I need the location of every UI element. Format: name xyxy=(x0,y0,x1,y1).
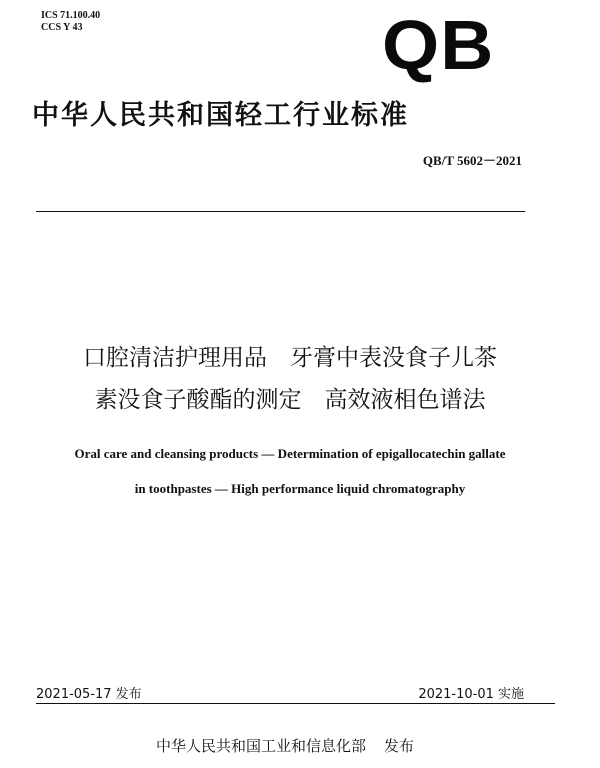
english-title-line-2: in toothpastes — High performance liquid chromatography xyxy=(134,481,466,496)
english-title-line-1: Oral care and cleansing products — Determination of epigallocatechin gallate xyxy=(74,446,506,461)
qb-logo: QB xyxy=(382,6,495,84)
classification-codes xyxy=(41,10,100,34)
implementation-date: 2021-10-01 实施 xyxy=(418,687,524,702)
issue-date: 2021-05-17 发布 xyxy=(36,687,142,702)
standard-number: QB/T 5602－2021 xyxy=(422,153,522,168)
publisher-line xyxy=(0,735,570,756)
top-divider xyxy=(36,211,525,212)
bottom-divider xyxy=(36,703,555,704)
standard-series-title: 中华人民共和国轻工行业标准 xyxy=(32,100,409,131)
ics-code: ICS 71.100.40 xyxy=(41,10,101,21)
chinese-title-line-2: 素没食子酸酯的测定 高效液相色谱法 xyxy=(94,387,486,413)
ccs-code: CCS Y 43 xyxy=(41,22,83,33)
publisher-name: 中华人民共和国工业和信息化部 xyxy=(155,737,366,755)
publish-label: 发布 xyxy=(384,737,415,755)
chinese-title-line-1: 口腔清洁护理用品 牙膏中表没食子儿茶 xyxy=(83,345,497,371)
